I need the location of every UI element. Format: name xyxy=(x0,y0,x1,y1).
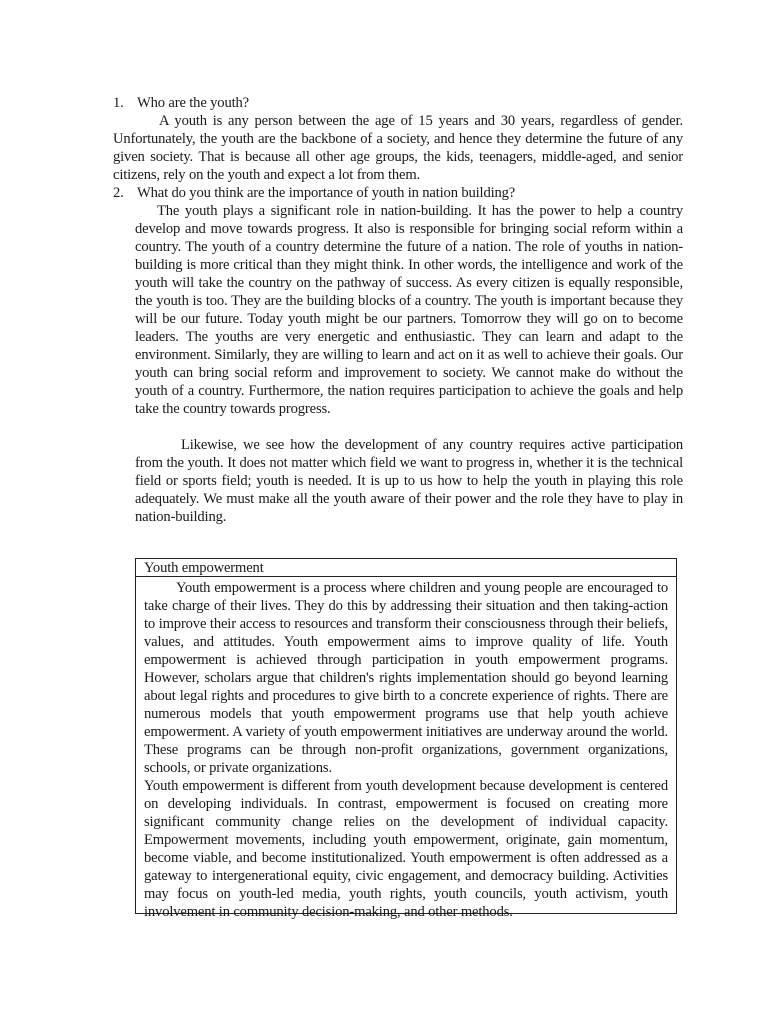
question-number: 1. xyxy=(113,95,124,111)
box-paragraph: Youth empowerment is a process where children and young people are encouraged to take charge of their lives. They do this by addressing their situation and then taking-action to improve their access to resources and transform their consciousness through their beliefs, values, and attitudes. Youth empowerment aims to improve quality of life. Youth empowerment is achieved through participation in youth empowerment programs. However, scholars argue that children's rights implementation should go beyond learning about legal rights and procedures to give birth to a concrete experience of rights. There are numerous models that youth empowerment programs use that help youth achieve empowerment. A variety of youth empowerment initiatives are underway around the world. These programs can be through non-profit organizations, government organizations, schools, or private organizations. xyxy=(144,580,668,776)
youth-empowerment-box xyxy=(135,558,677,920)
answer-1-paragraph xyxy=(113,112,683,184)
box-body xyxy=(136,577,676,921)
answer-2-paragraph-2 xyxy=(135,436,683,526)
box-paragraph: Youth empowerment is different from youth development because development is centered on developing individuals. In contrast, empowerment is focused on creating more significant community change relies on the development of individual capacity. Empowerment movements, including youth empowerment, originate, gain momentum, become viable, and become institutionalized. Youth empowerment is often addressed as a gateway to intergenerational equity, civic engagement, and democracy building. Activities may focus on youth-led media, youth rights, youth councils, youth activism, youth involvement in community decision-making, and other methods. xyxy=(144,778,668,920)
question-text: What do you think are the importance of youth in nation building? xyxy=(137,185,516,201)
question-text: Who are the youth? xyxy=(137,95,249,111)
answer-text: The youth plays a significant role in nation-building. It has the power to help a country develop and move towards progress. It also is responsible for bringing social reform within a country. The youth of a country determine the future of a nation. The role of youths in nation-building is more critical than they might think. In other words, the intelligence and work of the youth will take the country on the pathway of success. As every citizen is equally responsible, the youth is too. They are the building blocks of a country. The youth is important because they will be our future. Today youth might be our partners. Tomorrow they will go on to become leaders. The youths are very energetic and enthusiastic. They can learn and adapt to the environment. Similarly, they are willing to learn and act on it as well to achieve their goals. Our youth can bring social reform and improvement to society. We cannot make do without the youth of a country. Furthermore, the nation requires participation to achieve the goals and help take the country towards progress. xyxy=(135,203,683,417)
question-number: 2. xyxy=(113,185,124,201)
answer-2-paragraph-1 xyxy=(135,202,683,418)
question-1 xyxy=(113,94,249,112)
answer-text: A youth is any person between the age of 15 years and 30 years, regardless of gender. Unfortunately, the youth are the backbone of a society, and hence they determine the future of any given society. That is because all other age groups, the kids, teenagers, middle-aged, and senior citizens, rely on the youth and expect a lot from them. xyxy=(113,113,683,183)
answer-text: Likewise, we see how the development of any country requires active participation from the youth. It does not matter which field we want to progress in, whether it is the technical field or sports field; youth is needed. It is up to us how to help the youth in playing this role adequately. We must make all the youth aware of their power and the role they have to play in nation-building. xyxy=(135,437,683,525)
box-title: Youth empowerment xyxy=(136,559,676,577)
question-2 xyxy=(113,184,515,202)
